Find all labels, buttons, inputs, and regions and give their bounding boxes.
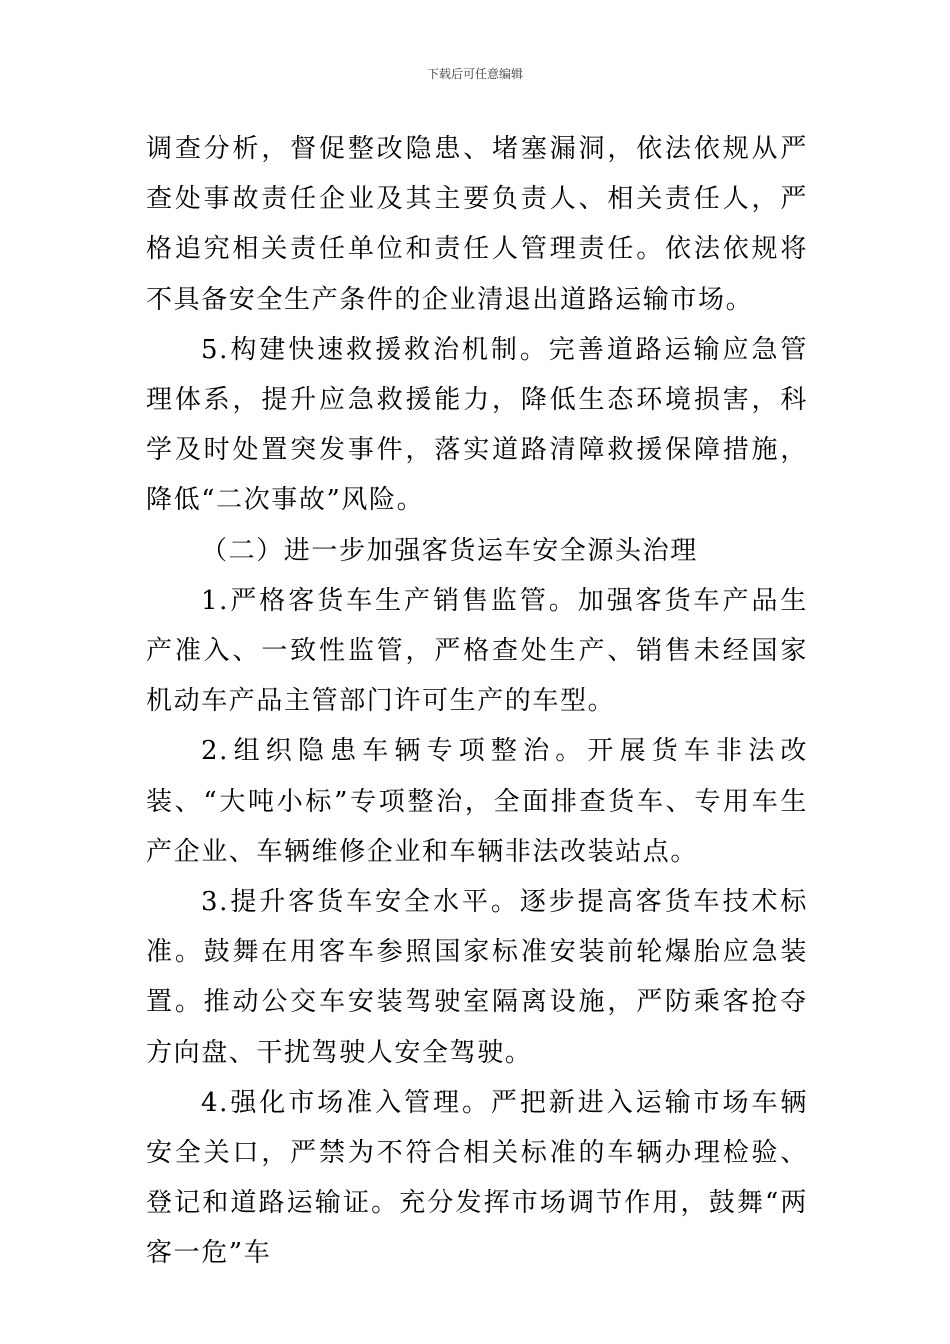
paragraph-continuation: 调查分析，督促整改隐患、堵塞漏洞，依法依规从严查处事故责任企业及其主要负责人、相关责任人，严格追究相关责任单位和责任人管理责任。依法依规将不具备安全生产条件的企业清退出道路运输市场。 (146, 134, 808, 315)
paragraph-item-5: 5.构建快速救援救治机制。完善道路运输应急管理体系，提升应急救援能力，降低生态环境损害，科学及时处置突发事件，落实道路清障救援保障措施，降低“二次事故”风险。 (146, 334, 808, 516)
page-header: 下载后可任意编辑 (426, 67, 523, 81)
paragraph-item-4: 4.强化市场准入管理。严把新进入运输市场车辆安全关口，严禁为不符合相关标准的车辆办理检验、登记和道路运输证。充分发挥市场调节作用，鼓舞“两客一危”车 (146, 1087, 808, 1269)
paragraph-item-3: 3.提升客货车安全水平。逐步提高客货车技术标准。鼓舞在用客车参照国家标准安装前轮爆胎应急装置。推动公交车安装驾驶室隔离设施，严防乘客抢夺方向盘、干扰驾驶人安全驾驶。 (146, 887, 808, 1068)
document-body (146, 124, 808, 1279)
paragraph-item-1: 1.严格客货车生产销售监管。加强客货车产品生产准入、一致性监管，严格查处生产、销售未经国家机动车产品主管部门许可生产的车型。 (146, 585, 808, 717)
paragraph-item-2: 2.组织隐患车辆专项整治。开展货车非法改装、“大吨小标”专项整治，全面排查货车、专用车生产企业、车辆维修企业和车辆非法改装站点。 (146, 736, 808, 867)
section-heading: （二）进一步加强客货运车安全源头治理 (201, 535, 698, 566)
